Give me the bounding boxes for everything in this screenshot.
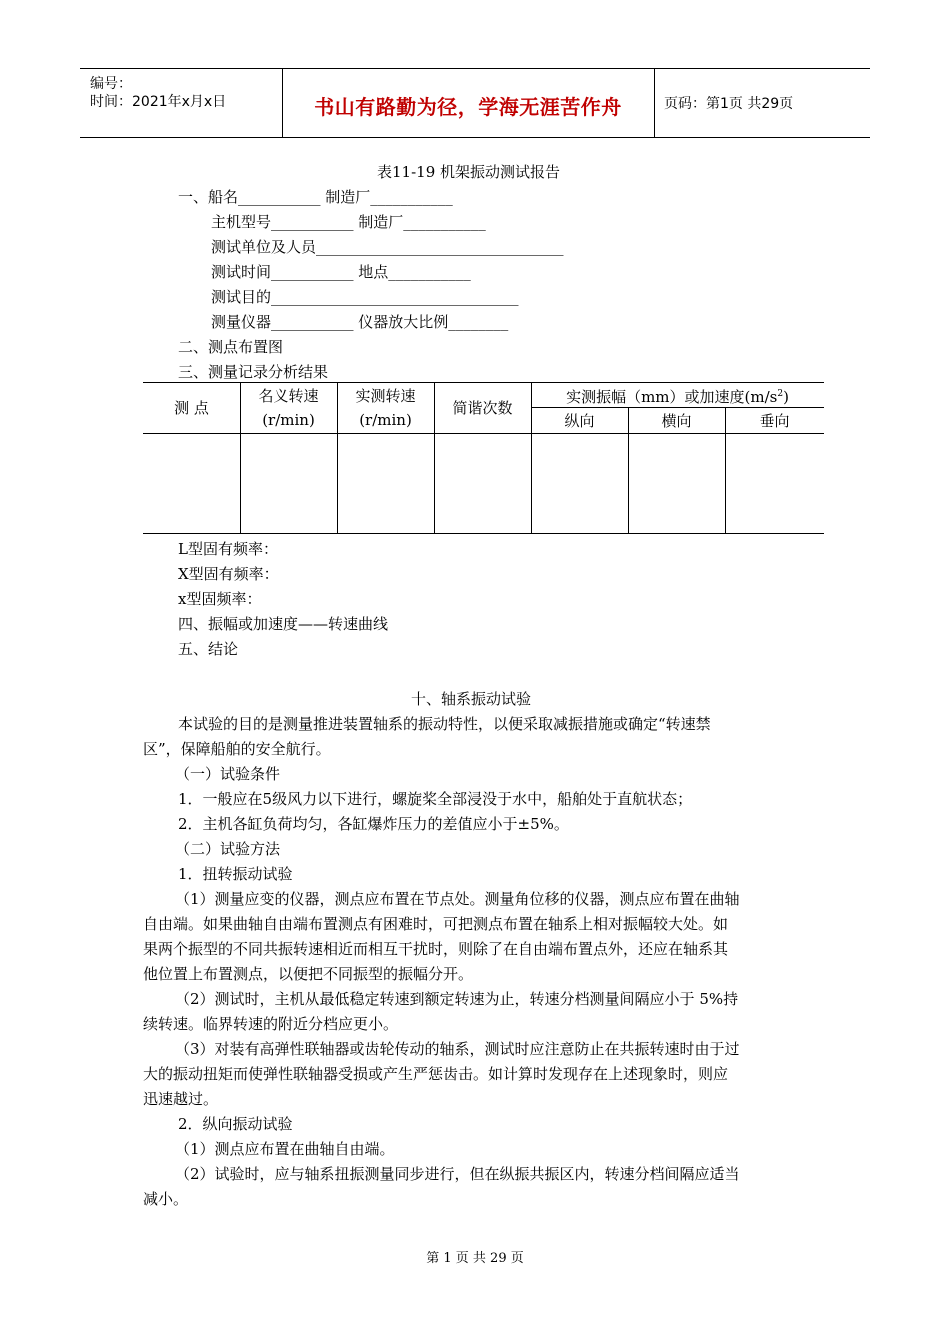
paragraph-line: （1）测点应布置在曲轴自由端。 bbox=[175, 1140, 395, 1158]
column-header-point: 测 点 bbox=[174, 399, 209, 417]
document-time-label: 时间：2021年x月x日 bbox=[90, 94, 227, 110]
paragraph-line: 迅速越过。 bbox=[143, 1090, 219, 1108]
subheading-conditions: （一）试验条件 bbox=[175, 765, 281, 783]
paragraph-line: （1）测量应变的仪器，测点应布置在节点处。测量角位移的仪器，测点应布置在曲轴 bbox=[175, 890, 740, 908]
field-instrument: 测量仪器___________ 仪器放大比例________ bbox=[211, 313, 509, 331]
column-header-vertical: 垂向 bbox=[759, 412, 790, 430]
l-natural-frequency: L型固有频率： bbox=[178, 540, 278, 558]
paragraph-line: 大的振动扭矩而使弹性联轴器受损或产生严惩齿击。如计算时发现存在上述现象时，则应 bbox=[143, 1065, 729, 1083]
field-test-unit: 测试单位及人员_________________________________ bbox=[211, 238, 564, 256]
column-header-longitudinal: 纵向 bbox=[564, 412, 595, 430]
document-code-label: 编号： bbox=[90, 76, 132, 92]
section-heading-5: 五、结论 bbox=[178, 640, 239, 658]
page-footer: 第 1 页 共 29 页 bbox=[426, 1251, 524, 1266]
paragraph-line: 他位置上布置测点，以便把不同振型的振幅分开。 bbox=[143, 965, 474, 983]
longitudinal-test-heading: 2．纵向振动试验 bbox=[178, 1115, 293, 1133]
section-heading-2: 二、测点布置图 bbox=[178, 338, 284, 356]
paragraph-line: （3）对装有高弹性联轴器或齿轮传动的轴系，测试时应注意防止在共振转速时由于过 bbox=[175, 1040, 740, 1058]
condition-item: 2．主机各缸负荷均匀，各缸爆炸压力的差值应小于±5%。 bbox=[178, 815, 569, 833]
column-header-nominal-unit: (r/min) bbox=[262, 411, 315, 429]
header-page-info: 页码：第1页 共29页 bbox=[664, 96, 794, 112]
column-header-nominal-speed: 名义转速 bbox=[258, 387, 319, 405]
field-ship-name: 一、船名___________ 制造厂___________ bbox=[178, 188, 453, 206]
report-title: 表11-19 机架振动测试报告 bbox=[377, 163, 561, 181]
paragraph-line: 减小。 bbox=[143, 1190, 189, 1208]
condition-item: 1．一般应在5级风力以下进行，螺旋桨全部浸没于水中，船舶处于直航状态； bbox=[178, 790, 693, 808]
paragraph-line: （2）试验时，应与轴系扭振测量同步进行，但在纵振共振区内，转速分档间隔应适当 bbox=[175, 1165, 740, 1183]
paragraph-line: 区”，保障船舶的安全航行。 bbox=[143, 740, 331, 758]
header-divider bbox=[654, 69, 655, 137]
paragraph-line: 本试验的目的是测量推进装置轴系的振动特性，以便采取减振措施或确定“转速禁 bbox=[178, 715, 711, 733]
measurement-table bbox=[143, 382, 824, 534]
x-natural-frequency: X型固有频率： bbox=[178, 565, 279, 583]
table-border bbox=[143, 533, 824, 534]
column-header-transverse: 横向 bbox=[661, 412, 692, 430]
section-heading-3: 三、测量记录分析结果 bbox=[178, 363, 329, 381]
field-test-purpose: 测试目的_________________________________ bbox=[211, 288, 519, 306]
section10-title: 十、轴系振动试验 bbox=[411, 690, 532, 708]
subheading-methods: （二）试验方法 bbox=[175, 840, 281, 858]
field-main-engine: 主机型号___________ 制造厂___________ bbox=[211, 213, 486, 231]
x-fixed-frequency: x型固频率： bbox=[178, 590, 262, 608]
paragraph-line: 果两个振型的不同共振转速相近而相互干扰时，则除了在自由端布置点外，还应在轴系其 bbox=[143, 940, 729, 958]
header-motto: 书山有路勤为径，学海无涯苦作舟 bbox=[314, 95, 622, 119]
torsion-test-heading: 1．扭转振动试验 bbox=[178, 865, 293, 883]
column-header-amplitude: 实测振幅（mm）或加速度$(m/s^2)$ bbox=[566, 388, 789, 406]
field-test-time: 测试时间___________ 地点___________ bbox=[211, 263, 471, 281]
table-border bbox=[143, 433, 824, 434]
column-header-measured-speed: 实测转速 bbox=[355, 387, 416, 405]
paragraph-line: 续转速。临界转速的附近分档应更小。 bbox=[143, 1015, 399, 1033]
column-header-harmonic-order: 简谐次数 bbox=[452, 399, 513, 417]
column-header-measured-unit: (r/min) bbox=[359, 411, 412, 429]
page-header bbox=[80, 68, 870, 138]
paragraph-line: 自由端。如果曲轴自由端布置测点有困难时，可把测点布置在轴系上相对振幅较大处。如 bbox=[143, 915, 729, 933]
paragraph-line: （2）测试时，主机从最低稳定转速到额定转速为止，转速分档测量间隔应小于 5%持 bbox=[175, 990, 739, 1008]
section-heading-4: 四、振幅或加速度——转速曲线 bbox=[178, 615, 389, 633]
